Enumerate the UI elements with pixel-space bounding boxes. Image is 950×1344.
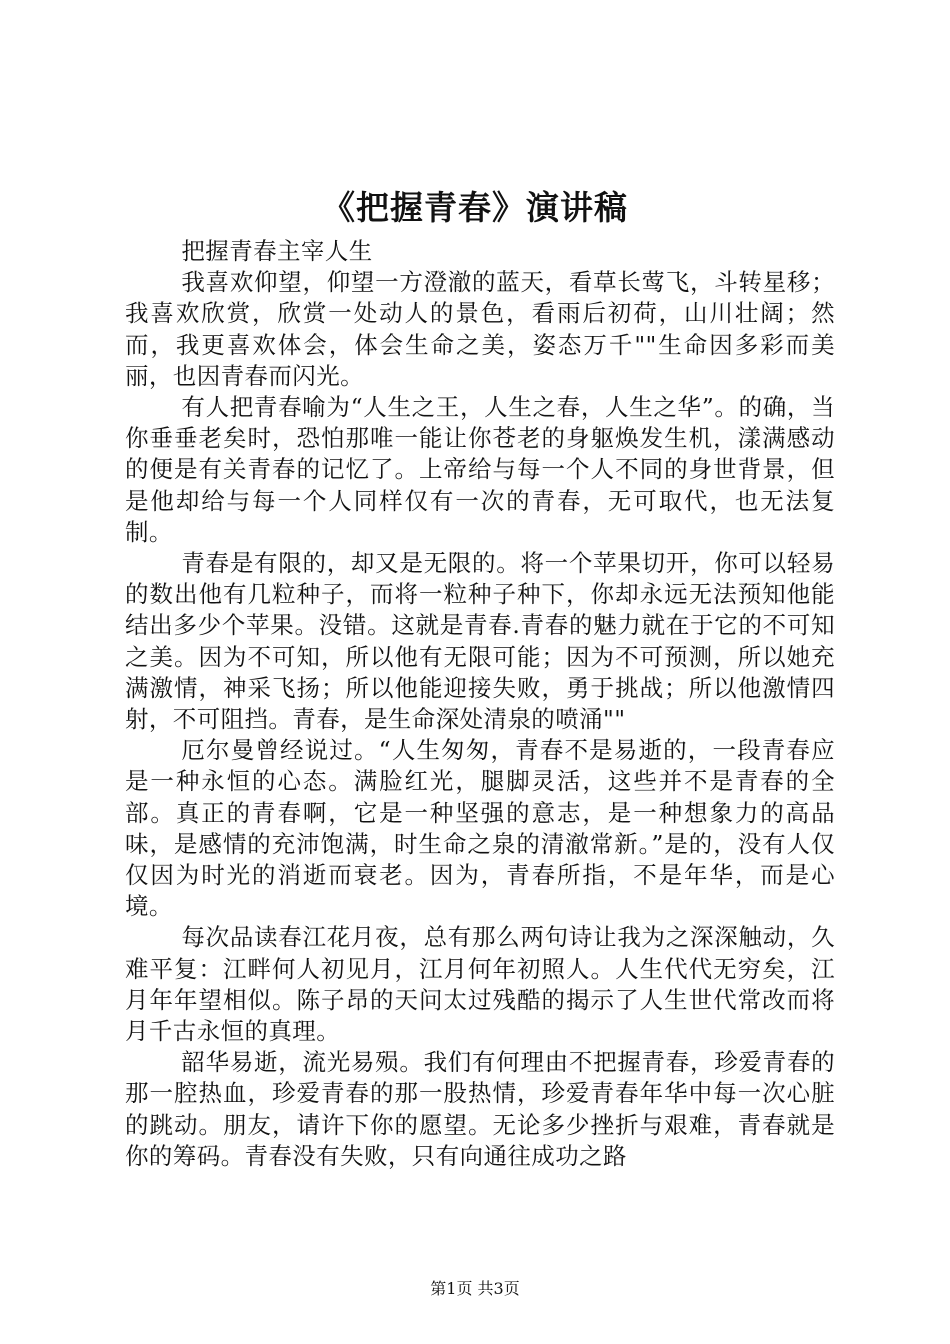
body-paragraph: 厄尔曼曾经说过。“人生匆匆，青春不是易逝的，一段青春应是一种永恒的心态。满脸红光，腿脚灵活，这些并不是青春的全部。真正的青春啊，它是一种坚强的意志，是一种想象力的高品味，是感情的充沛饱满，时生命之泉的清澈常新。”是的，没有人仅仅因为时光的消逝而衰老。因为，青春所指，不是年华，而是心境。 <box>125 736 835 921</box>
page-number-footer: 第1页 共3页 <box>430 1279 520 1298</box>
body-paragraph: 韶华易逝，流光易殒。我们有何理由不把握青春，珍爱青春的那一腔热血，珍爱青春的那一股热情，珍爱青春年华中每一次心脏的跳动。朋友，请许下你的愿望。无论多少挫折与艰难，青春就是你的筹码。青春没有失败，只有向通往成功之路 <box>125 1048 835 1170</box>
body-paragraph: 有人把青春喻为“人生之王，人生之春，人生之华”。的确，当你垂垂老矣时，恐怕那唯一能让你苍老的身躯焕发生机，漾满感动的便是有关青春的记忆了。上帝给与每一个人不同的身世背景，但是他却给与每一个人同样仅有一次的青春，无可取代，也无法复制。 <box>125 393 835 546</box>
subtitle-paragraph: 把握青春主宰人生 <box>181 237 373 265</box>
document-body <box>125 236 835 1172</box>
body-paragraph: 我喜欢仰望，仰望一方澄澈的蓝天，看草长莺飞，斗转星移；我喜欢欣赏，欣赏一处动人的景色，看雨后初荷，山川壮阔；然而，我更喜欢体会，体会生命之美，姿态万千""生命因多彩而美丽，也因青春而闪光。 <box>125 268 835 390</box>
body-paragraph: 青春是有限的，却又是无限的。将一个苹果切开，你可以轻易的数出他有几粒种子，而将一粒种子种下，你却永远无法预知他能结出多少个苹果。没错。这就是青春.青春的魅力就在于它的不可知之美。因为不可知，所以他有无限可能；因为不可预测，所以她充满激情，神采飞扬；所以他能迎接失败，勇于挑战；所以他激情四射，不可阻挡。青春，是生命深处清泉的喷涌"" <box>125 549 835 734</box>
body-paragraph: 每次品读春江花月夜，总有那么两句诗让我为之深深触动，久难平复：江畔何人初见月，江月何年初照人。人生代代无穷矣，江月年年望相似。陈子昂的天问太过残酷的揭示了人生世代常改而将月千古永恒的真理。 <box>125 923 835 1046</box>
document-title: 《把握青春》演讲稿 <box>322 188 628 227</box>
